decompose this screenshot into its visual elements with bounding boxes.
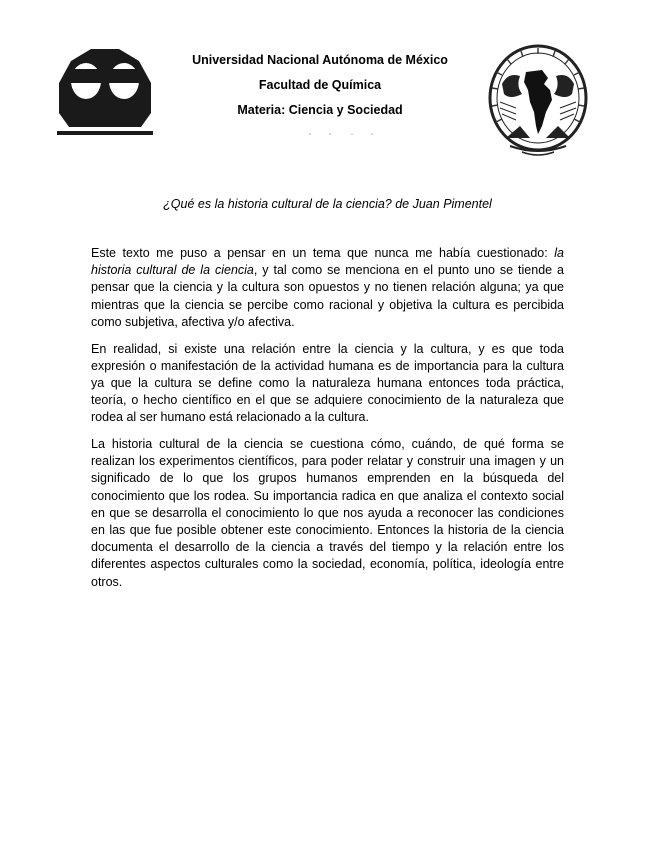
paragraph-1-end: , y tal como se menciona en el punto uno se tiende a pensar que la ciencia y la cultura son opuestos y no tienen relación alguna; ya que mientras que la ciencia se percibe como racional y objetiva la cultura es percibida como subjetiva, afectiva y/o afectiva. xyxy=(91,263,564,329)
paragraph-1-start: Este texto me puso a pensar en un tema que nunca me había cuestionado: xyxy=(91,246,555,260)
faculty-owl-logo-icon xyxy=(55,47,155,137)
header-dots-decoration xyxy=(300,131,390,137)
paragraph-1-italic: la historia cultural de la ciencia xyxy=(91,246,564,278)
unam-seal-icon xyxy=(486,42,590,160)
paragraph-3: La historia cultural de la ciencia se cuestiona cómo, cuándo, de qué forma se realizan los experimentos científicos, para poder relatar y construir una imagen y un significado de lo que los grupos humanos emprenden en la búsqueda del conocimiento que los rodea. Su importancia radica en que analiza el contexto social en que se desarrolla el conocimiento lo que nos ayuda a reconocer las condiciones en las que fue posible obtener este conocimiento. Entonces la historia de la ciencia documenta el desarrollo de la ciencia a través del tiempo y la relación entre los diferentes aspectos culturales como la sociedad, economía, política, ideología entre otros. xyxy=(91,437,564,589)
faculty-name: Facultad de Química xyxy=(258,78,382,92)
paragraph-1 xyxy=(91,245,564,331)
document-header xyxy=(160,48,480,123)
subject-name: Materia: Ciencia y Sociedad xyxy=(237,103,403,117)
paragraph-2: En realidad, si existe una relación entre la ciencia y la cultura, y es que toda expresión o manifestación de la actividad humana es de importancia para la cultura ya que la cultura se define como la naturaleza humana entonces toda práctica, teoría, o hecho científico en el que se adquiere conocimiento de la naturaleza que rodea al ser humano está relacionado a la cultura. xyxy=(91,341,564,425)
essay-body xyxy=(91,245,564,600)
university-name: Universidad Nacional Autónoma de México xyxy=(192,53,448,67)
essay-title: ¿Qué es la historia cultural de la ciencia? de Juan Pimentel xyxy=(163,197,492,211)
